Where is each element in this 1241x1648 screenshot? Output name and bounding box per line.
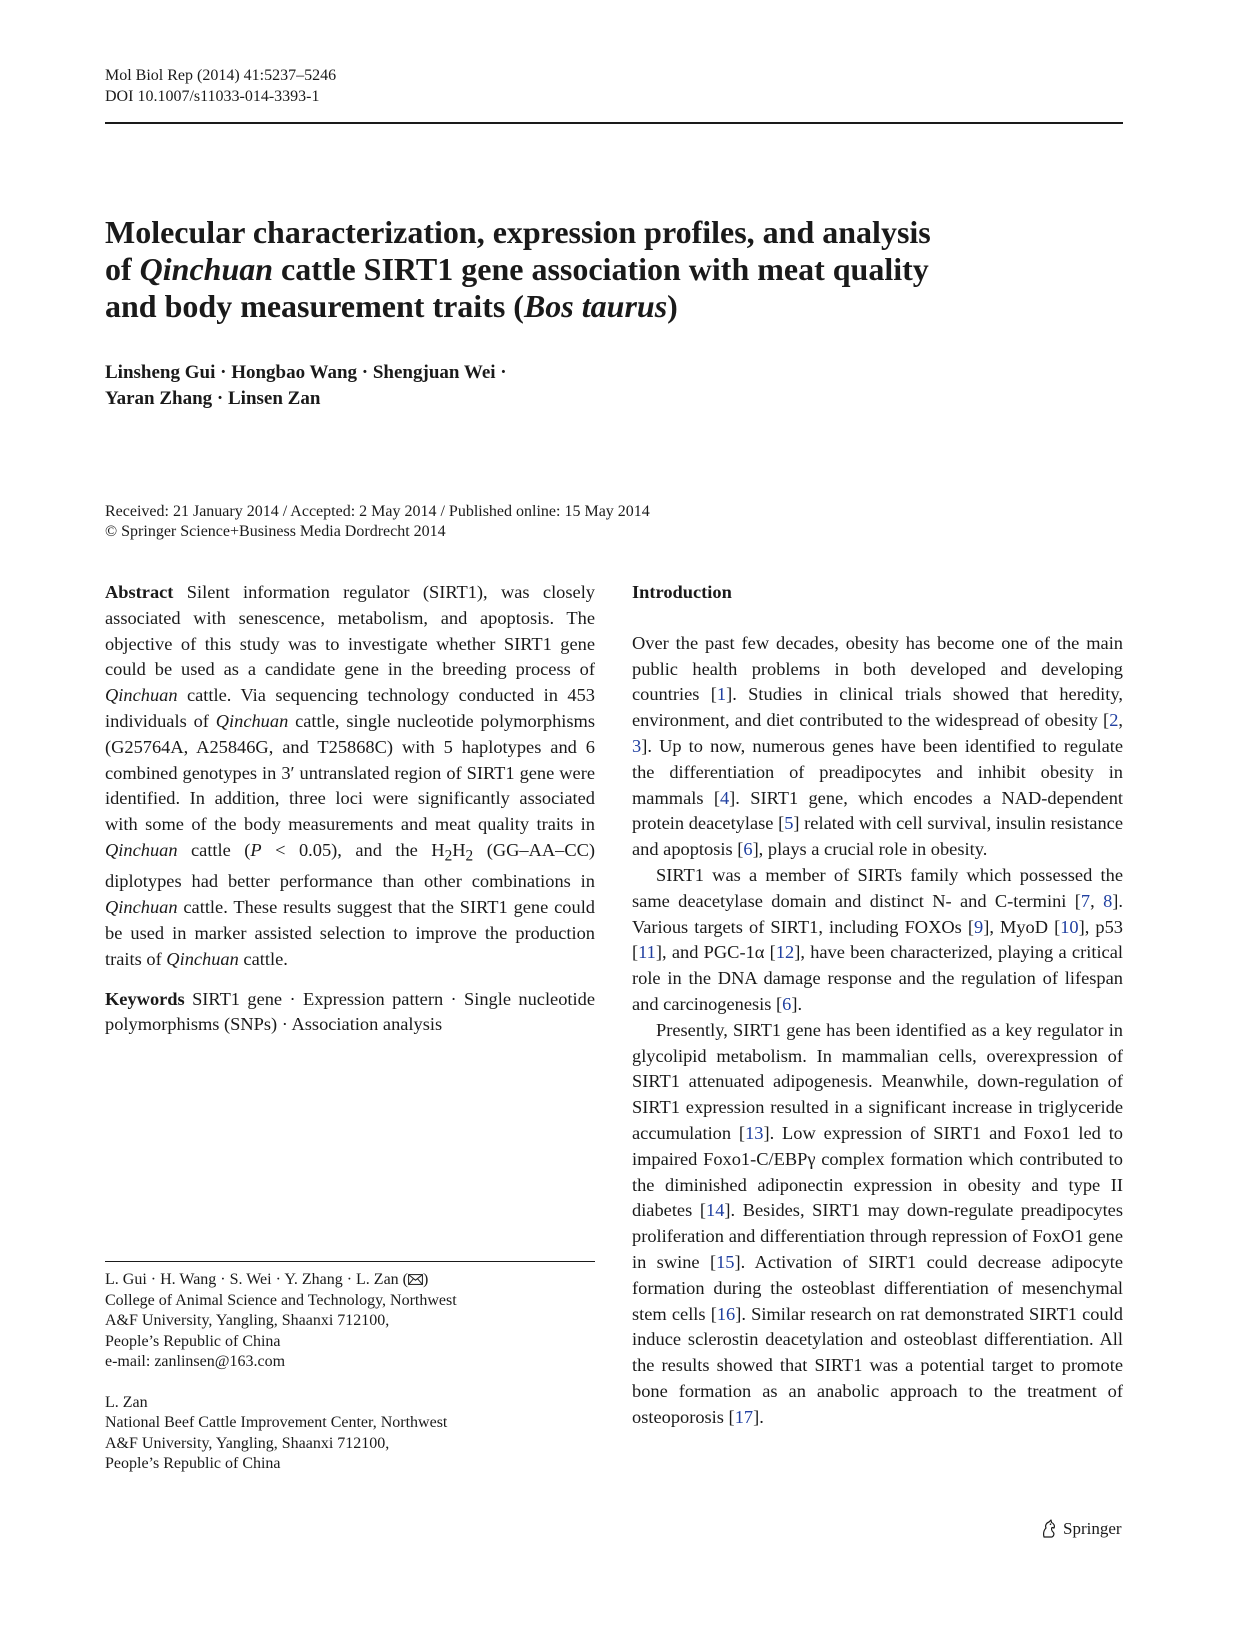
title-text: ) xyxy=(667,288,678,324)
affiliation-1-line-2: College of Animal Science and Technology, Northwest xyxy=(105,1291,457,1309)
corresponding-email[interactable]: e-mail: zanlinsen@163.com xyxy=(105,1353,286,1370)
right-column xyxy=(632,580,1123,1431)
affiliation-1-authors xyxy=(105,1270,595,1291)
citation-link[interactable]: 10 xyxy=(1060,916,1079,937)
aff-text: L. Gui · H. Wang · S. Wei · Y. Zhang · L. Zan ( xyxy=(105,1271,408,1288)
journal-header xyxy=(105,65,336,107)
affiliation-2-line-4: People’s Republic of China xyxy=(105,1455,281,1472)
intro-paragraph-3 xyxy=(632,1018,1123,1431)
citation-link[interactable]: 14 xyxy=(706,1200,725,1221)
citation-link[interactable]: 6 xyxy=(782,993,792,1014)
received-accepted-published: Received: 21 January 2014 / Accepted: 2 May 2014 / Published online: 15 May 2014 xyxy=(105,503,650,520)
title-text: of xyxy=(105,251,140,287)
intro-text: ]. SIRT1 gene, which encodes a NAD-dependent protein deacetylase [ xyxy=(632,787,1123,834)
citation-link[interactable]: 8 xyxy=(1103,890,1113,911)
abstract-text: H xyxy=(452,839,466,860)
journal-citation: Mol Biol Rep (2014) 41:5237–5246 xyxy=(105,67,337,84)
title-line-2 xyxy=(105,251,929,287)
title-species-italic: Qinchuan xyxy=(139,251,274,287)
affiliation-1-line-4: People’s Republic of China xyxy=(105,1332,281,1350)
affiliation-1-line-3: A&F University, Yangling, Shaanxi 712100, xyxy=(105,1312,390,1329)
intro-text: SIRT1 was a member of SIRTs family which possessed the same deacetylase domain and distinct N- and C-termini [ xyxy=(632,864,1123,911)
p-value-symbol: P xyxy=(250,839,262,860)
citation-link[interactable]: 9 xyxy=(974,916,984,937)
abstract-italic: Qinchuan xyxy=(215,710,289,731)
affiliation-2-line-3: A&F University, Yangling, Shaanxi 712100, xyxy=(105,1434,390,1452)
intro-text: Presently, SIRT1 gene has been identified as a key regulator in glycolipid metabolism. In mammalian cells, overexpression of SIRT1 attenuated adipogenesis. Meanwhile, down-regulation of SIRT1 expression resulted in a significant increase in triglyceride accumulation [ xyxy=(632,1019,1123,1143)
intro-text: ], p53 [ xyxy=(632,916,1124,963)
citation-link[interactable]: 6 xyxy=(743,839,753,860)
abstract-text: cattle. Via sequencing technology conducted in 453 individuals of xyxy=(105,685,595,731)
citation-link[interactable]: 12 xyxy=(775,942,795,963)
intro-paragraph-2 xyxy=(632,863,1123,1018)
aff-text: ) xyxy=(423,1271,429,1288)
intro-text: ], have been characterized, playing a critical role in the DNA damage response and the regulation of lifespan and carcinogenesis [ xyxy=(632,942,1123,1014)
affiliation-rule xyxy=(105,1261,595,1262)
citation-link[interactable]: 7 xyxy=(1080,890,1091,911)
intro-text: ] related with cell survival, insulin resistance and apoptosis [ xyxy=(632,813,1123,860)
intro-text: ]. Low expression of SIRT1 and Foxo1 led to impaired Foxo1-C/EBPγ complex formation which contributed to the diminished adiponectin expression in obesity and type II diabetes [ xyxy=(632,1122,1124,1221)
affiliations xyxy=(105,1270,595,1475)
abstract-italic: Qinchuan xyxy=(105,685,178,706)
title-line-1: Molecular characterization, expression profiles, and analysis xyxy=(105,214,931,250)
abstract-text: Silent information regulator (SIRT1), was closely associated with senescence, metabolism, and apoptosis. The objective of this study was to investigate whether SIRT1 gene could be used as a candidate gene in the breeding process of xyxy=(105,582,595,680)
envelope-icon xyxy=(408,1274,423,1285)
intro-text: , xyxy=(1118,710,1123,731)
intro-text: ]. Besides, SIRT1 may down-regulate preadipocytes proliferation and differentiation through repression of FoxO1 gene in swine [ xyxy=(632,1200,1124,1272)
abstract-text: cattle. These results suggest that the SIRT1 gene could be used in marker assisted selection to improve the production traits of xyxy=(105,897,595,969)
keywords xyxy=(105,987,595,1039)
intro-text: ], MyoD [ xyxy=(983,916,1061,937)
publisher-name: Springer xyxy=(1063,1519,1122,1538)
article-title xyxy=(105,214,1025,325)
intro-text: ]. Activation of SIRT1 could decrease adipocyte formation during the osteoblast differentiation of mesenchymal stem cells [ xyxy=(632,1251,1123,1324)
citation-link[interactable]: 13 xyxy=(745,1122,764,1143)
title-text: cattle SIRT1 gene association with meat quality xyxy=(273,251,929,287)
affiliation-2-author: L. Zan xyxy=(105,1393,148,1411)
publisher-logo xyxy=(1040,1518,1122,1540)
abstract-text: < 0.05), and the H xyxy=(261,839,445,860)
intro-text: , xyxy=(1090,890,1104,911)
abstract-text: cattle, single nucleotide polymorphisms (G25764A, A25846G, and T25868C) with 5 haplotypes and 6 combined genotypes in 3′ untranslated region of SIRT1 gene were identified. In addition, three loci were significantly associated with some of the body measurements and meat quality traits in xyxy=(105,710,595,835)
intro-text: ]. xyxy=(791,993,803,1014)
abstract-italic: Qinchuan xyxy=(105,897,178,918)
abstract-text: cattle. xyxy=(238,948,288,969)
abstract-text: cattle ( xyxy=(177,839,251,860)
abstract xyxy=(105,580,595,973)
citation-link[interactable]: 5 xyxy=(784,813,794,834)
left-column xyxy=(105,580,595,1038)
title-binomial-italic: Bos taurus xyxy=(523,288,668,324)
intro-text: ]. xyxy=(753,1406,764,1427)
title-text: and body measurement traits ( xyxy=(105,288,524,324)
doi: DOI 10.1007/s11033-014-3393-1 xyxy=(105,88,320,105)
authors-line-2: Yaran Zhang · Linsen Zan xyxy=(105,388,321,409)
intro-paragraph-1 xyxy=(632,631,1123,863)
header-rule xyxy=(105,122,1123,124)
introduction-heading: Introduction xyxy=(632,582,732,602)
intro-text: ]. Similar research on rat demonstrated SIRT1 could induce sclerostin deacetylation and osteoblast differentiation. All the results showed that SIRT1 was a potential target to promote bone formation as an anabolic approach to the treatment of osteoporosis [ xyxy=(632,1303,1123,1427)
citation-link[interactable]: 1 xyxy=(716,684,727,705)
citation-link[interactable]: 17 xyxy=(734,1406,754,1427)
intro-text: ]. Up to now, numerous genes have been identified to regulate the differentiation of preadipocytes and inhibit obesity in mammals [ xyxy=(632,735,1123,808)
abstract-italic: Qinchuan xyxy=(166,948,239,969)
authors-line-1: Linsheng Gui · Hongbao Wang · Shengjuan Wei · xyxy=(105,362,507,383)
subscript: 2 xyxy=(465,847,474,865)
author-list xyxy=(105,360,705,412)
citation-link[interactable]: 11 xyxy=(638,942,656,963)
citation-link[interactable]: 15 xyxy=(716,1251,735,1272)
intro-text: ], and PGC-1α [ xyxy=(655,942,776,963)
intro-text: Over the past few decades, obesity has become one of the main public health problems in both developed and developing countries [ xyxy=(632,632,1123,705)
intro-text: ]. Studies in clinical trials showed that heredity, environment, and diet contributed to the widespread of obesity [ xyxy=(632,684,1123,731)
intro-text: ], plays a crucial role in obesity. xyxy=(752,839,988,860)
title-line-3 xyxy=(105,288,678,324)
subscript: 2 xyxy=(444,847,453,865)
intro-text: ]. Various targets of SIRT1, including FOXOs [ xyxy=(632,890,1123,937)
publication-dates xyxy=(105,502,1105,542)
keywords-text: SIRT1 gene · Expression pattern · Single nucleotide polymorphisms (SNPs) · Association analysis xyxy=(105,988,595,1035)
citation-link[interactable]: 3 xyxy=(632,735,642,756)
affiliation-2-line-2: National Beef Cattle Improvement Center, Northwest xyxy=(105,1414,448,1431)
citation-link[interactable]: 4 xyxy=(719,787,730,808)
springer-horse-icon xyxy=(1040,1519,1058,1539)
abstract-label: Abstract xyxy=(105,582,174,602)
abstract-italic: Qinchuan xyxy=(105,839,178,860)
citation-link[interactable]: 16 xyxy=(716,1303,736,1324)
citation-link[interactable]: 2 xyxy=(1109,710,1119,731)
abstract-text: (GG–AA–CC) diplotypes had better performance than other combinations in xyxy=(105,839,595,892)
copyright: © Springer Science+Business Media Dordrecht 2014 xyxy=(105,523,446,540)
keywords-label: Keywords xyxy=(105,988,185,1009)
